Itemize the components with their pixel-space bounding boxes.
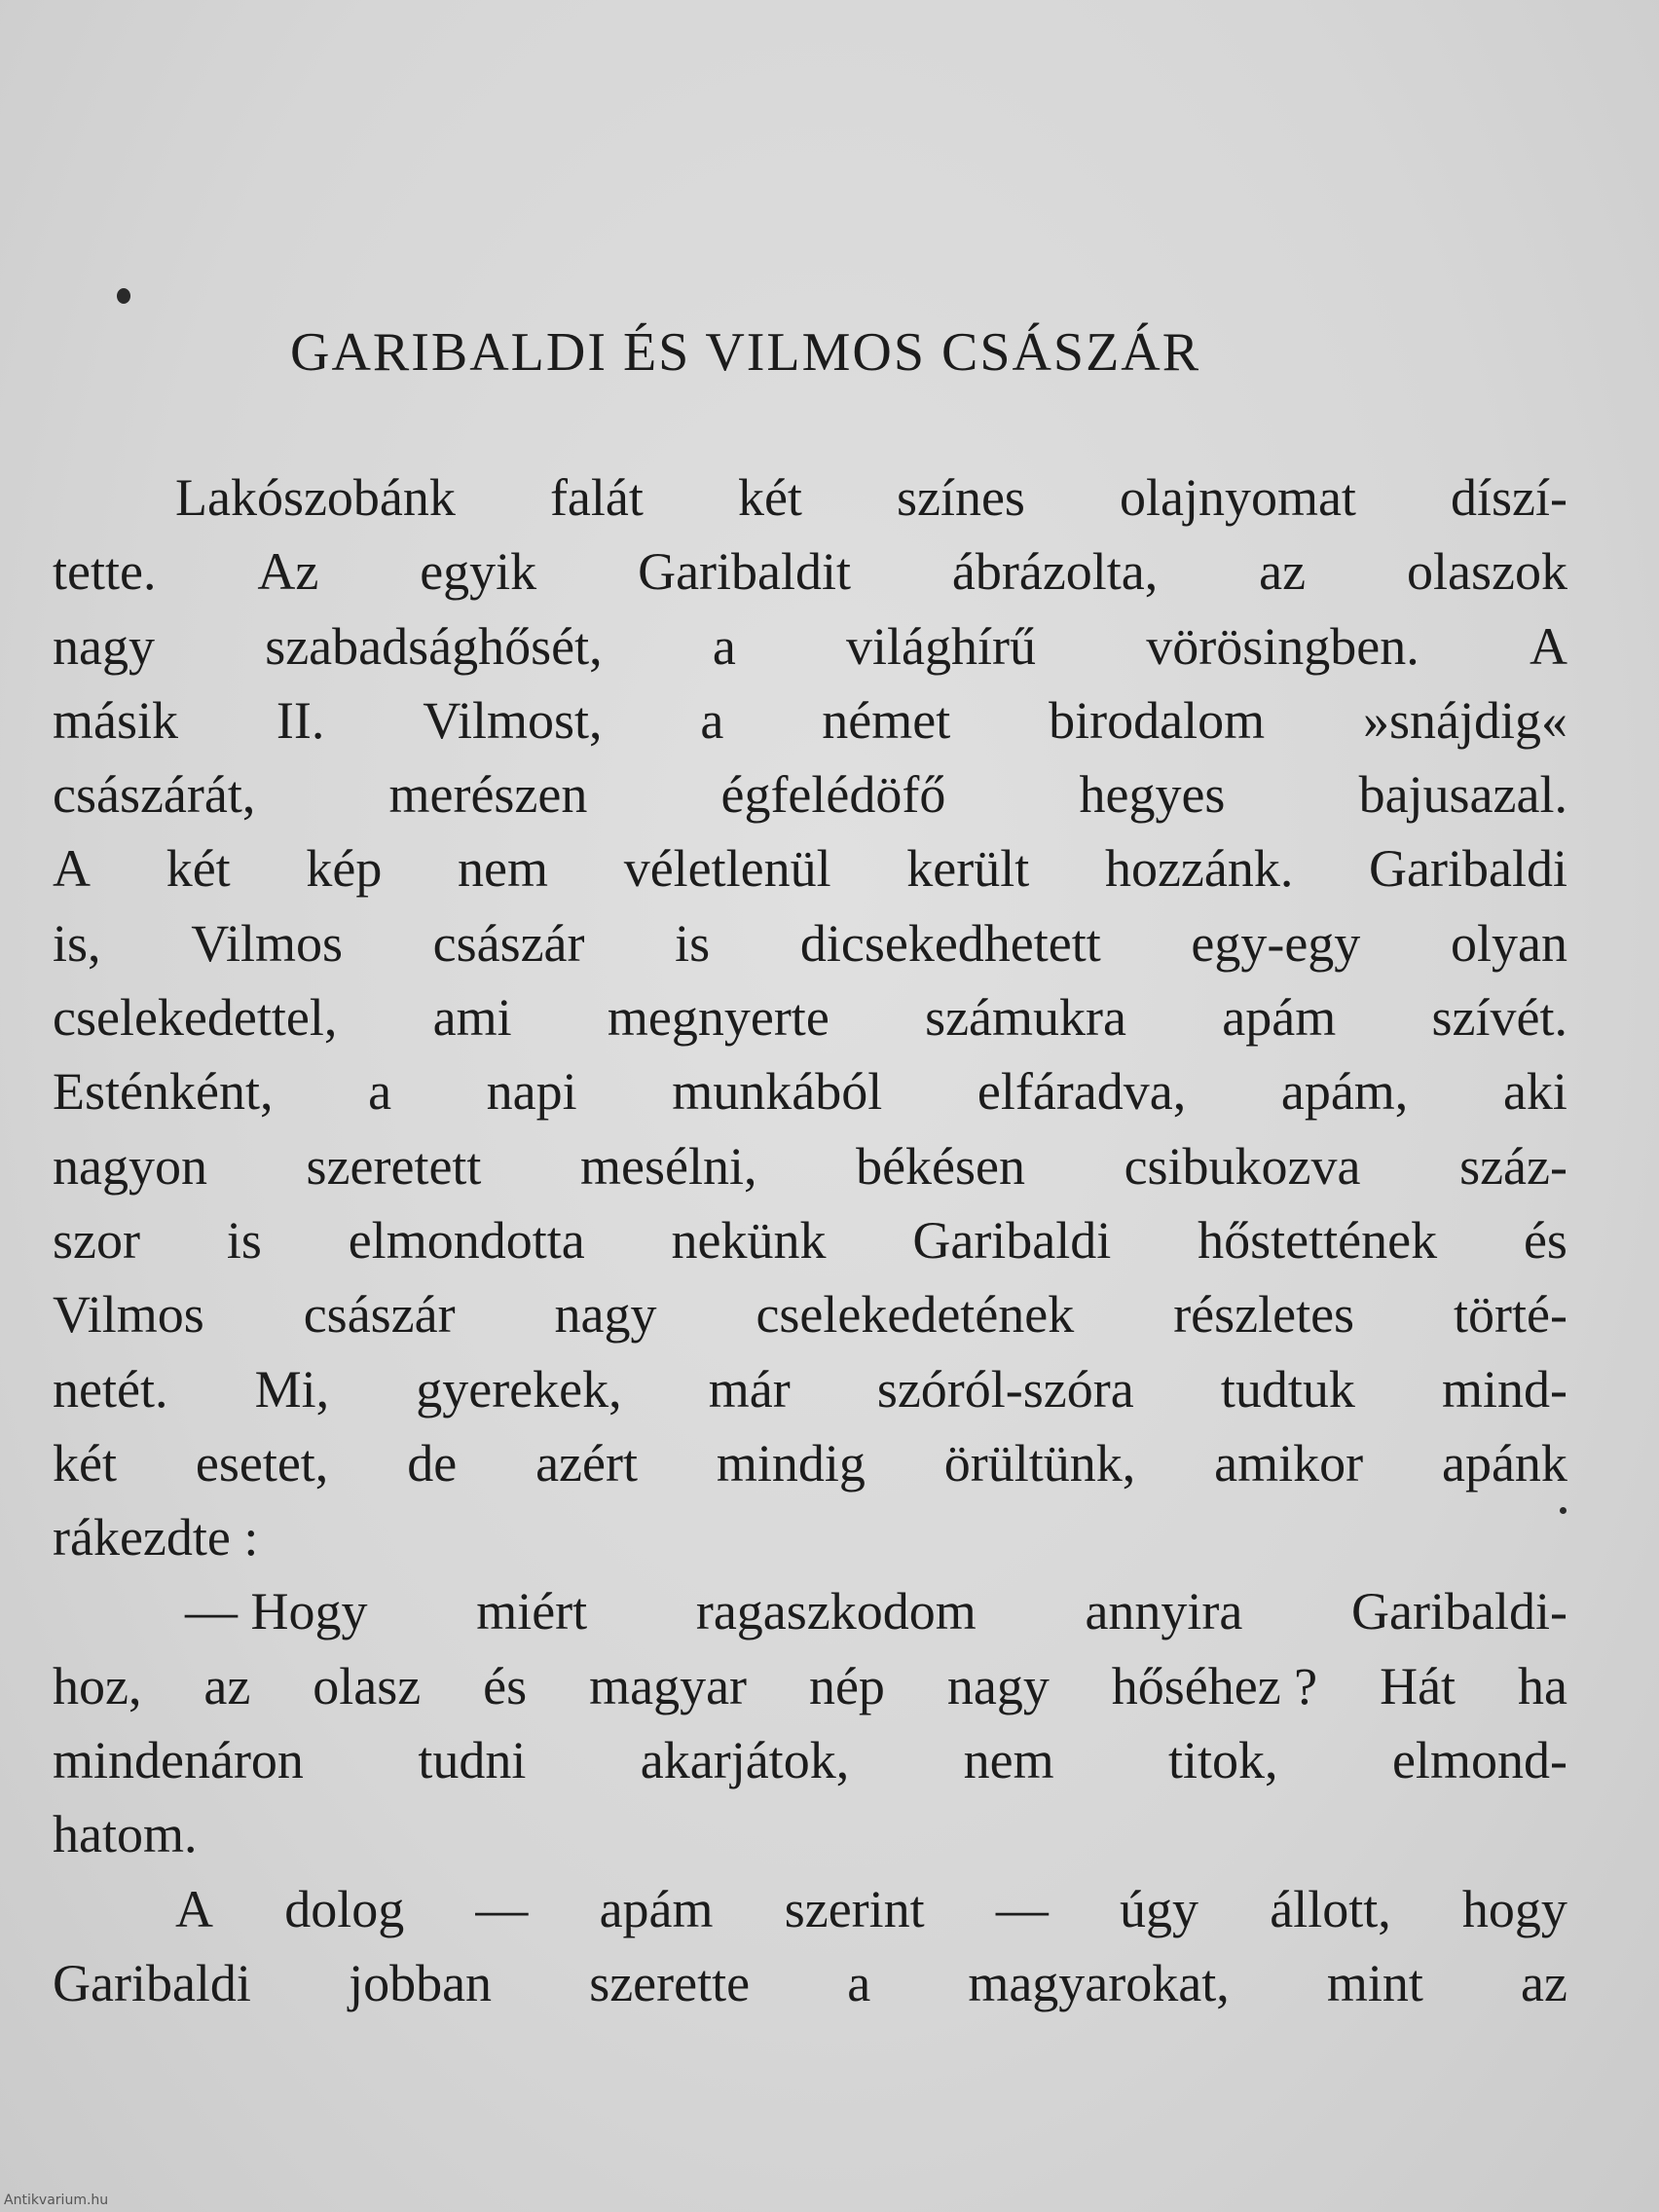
text-line xyxy=(53,1797,1567,1871)
word: állott, xyxy=(1270,1879,1391,1938)
word: annyira xyxy=(1085,1582,1243,1641)
word: — xyxy=(475,1879,529,1938)
word: dolog xyxy=(284,1879,405,1938)
word: az xyxy=(1259,542,1307,602)
word: vörösingben. xyxy=(1146,616,1419,676)
text-line xyxy=(53,1352,1567,1426)
word: császár xyxy=(303,1285,456,1345)
word: kép xyxy=(306,839,383,899)
word: hegyes xyxy=(1079,765,1226,825)
word: egy-egy xyxy=(1191,913,1361,973)
word: száz- xyxy=(1459,1136,1567,1196)
word: békésen xyxy=(856,1136,1025,1196)
word: de xyxy=(407,1433,458,1493)
word: a xyxy=(368,1062,392,1122)
word: nagy xyxy=(946,1656,1050,1715)
word: is, xyxy=(53,913,101,973)
word: az xyxy=(203,1656,251,1715)
text-line xyxy=(53,609,1567,683)
word: került xyxy=(906,839,1030,899)
word: a xyxy=(847,1953,871,2012)
text-line xyxy=(53,1946,1567,2020)
word: tette. xyxy=(53,542,157,602)
word: magyarokat, xyxy=(968,1953,1230,2012)
word: másik xyxy=(53,690,178,750)
body-text xyxy=(53,461,1567,2020)
text-line xyxy=(53,757,1567,831)
word: ragaszkodom xyxy=(695,1582,977,1641)
text-line xyxy=(53,906,1567,980)
word: véletlenül xyxy=(623,839,831,899)
word: nagyon xyxy=(53,1136,207,1196)
word: II. xyxy=(276,690,325,750)
word: Vilmos xyxy=(53,1285,204,1345)
word: színes xyxy=(896,468,1025,527)
word: Esténként, xyxy=(53,1062,274,1122)
text-line xyxy=(53,535,1567,608)
text-line xyxy=(53,1203,1567,1277)
word: számukra xyxy=(925,988,1126,1048)
word: falát xyxy=(549,468,644,527)
word: Garibaldi xyxy=(1369,839,1567,899)
text-line xyxy=(53,461,1567,535)
word: mindig xyxy=(716,1433,866,1493)
word: örültünk, xyxy=(943,1433,1136,1493)
ink-speck xyxy=(117,288,130,304)
word: a xyxy=(712,616,736,676)
word: szerette xyxy=(589,1953,751,2012)
word: szabadsághősét, xyxy=(265,616,603,676)
text-line xyxy=(53,1574,1567,1648)
text-line xyxy=(53,1872,1567,1946)
word: A xyxy=(1529,616,1567,676)
text-line xyxy=(53,1129,1567,1203)
word: apám xyxy=(1222,988,1337,1048)
word: császárát, xyxy=(53,765,256,825)
word: díszí- xyxy=(1450,468,1567,527)
word: szor xyxy=(53,1210,140,1270)
word: szóról-szóra xyxy=(876,1359,1134,1419)
word: A xyxy=(175,1879,213,1938)
chapter-title: GARIBALDI ÉS VILMOS CSÁSZÁR xyxy=(290,322,1201,383)
word: Garibaldi xyxy=(53,1953,251,2012)
word: két xyxy=(166,839,231,899)
word: mesélni, xyxy=(580,1136,757,1196)
word: mind- xyxy=(1441,1359,1567,1419)
word: hoz, xyxy=(53,1656,142,1715)
word: hőséhez ? xyxy=(1111,1656,1318,1715)
word: »snájdig« xyxy=(1362,690,1567,750)
word: megnyerte xyxy=(607,988,830,1048)
word: ha xyxy=(1518,1656,1567,1715)
word: a xyxy=(700,690,724,750)
word: netét. xyxy=(53,1359,168,1419)
word: rákezdte : xyxy=(53,1508,259,1567)
word: ábrázolta, xyxy=(951,542,1159,602)
word: magyar xyxy=(589,1656,748,1715)
text-line xyxy=(53,683,1567,757)
word: úgy xyxy=(1120,1879,1199,1938)
word: apám, xyxy=(1280,1062,1409,1122)
text-line xyxy=(53,1426,1567,1500)
word: miért xyxy=(476,1582,588,1641)
word: Hát xyxy=(1380,1656,1456,1715)
word: bajusazal. xyxy=(1358,765,1567,825)
word: is xyxy=(226,1210,262,1270)
word: ami xyxy=(432,988,512,1048)
word: olaszok xyxy=(1406,542,1567,602)
word: nép xyxy=(808,1656,885,1715)
word: aki xyxy=(1502,1062,1567,1122)
word: két xyxy=(53,1433,117,1493)
text-line xyxy=(53,1649,1567,1723)
word: jobban xyxy=(349,1953,493,2012)
word: olasz xyxy=(313,1656,422,1715)
word: tudtuk xyxy=(1220,1359,1355,1419)
word: nagy xyxy=(53,616,155,676)
text-line xyxy=(53,1054,1567,1128)
word: napi xyxy=(486,1062,577,1122)
word: apánk xyxy=(1442,1433,1567,1493)
word: Az xyxy=(257,542,319,602)
word: munkából xyxy=(672,1062,883,1122)
word: elfáradva, xyxy=(977,1062,1187,1122)
word: Vilmost, xyxy=(423,690,603,750)
word: hogy xyxy=(1461,1879,1567,1938)
word: olajnyomat xyxy=(1119,468,1356,527)
word: esetet, xyxy=(195,1433,329,1493)
word: titok, xyxy=(1168,1731,1278,1790)
word: Garibaldi- xyxy=(1351,1582,1567,1641)
word: világhírű xyxy=(846,616,1036,676)
word: hozzánk. xyxy=(1104,839,1294,899)
text-line xyxy=(53,1500,1567,1574)
word: akarjátok, xyxy=(640,1731,850,1790)
word: Garibaldit xyxy=(638,542,852,602)
word: nagy xyxy=(554,1285,657,1345)
word: már xyxy=(708,1359,791,1419)
word: egyik xyxy=(420,542,537,602)
word: amikor xyxy=(1214,1433,1364,1493)
word: dicsekedhetett xyxy=(799,913,1101,973)
word: — xyxy=(995,1879,1049,1938)
word: olyan xyxy=(1450,913,1567,973)
word: Mi, xyxy=(254,1359,330,1419)
word: német xyxy=(822,690,951,750)
word: Lakószobánk xyxy=(175,468,456,527)
word: szerint xyxy=(784,1879,925,1938)
word: cselekedetének xyxy=(756,1285,1075,1345)
word: részletes xyxy=(1173,1285,1355,1345)
word: mint xyxy=(1326,1953,1423,2012)
word: törté- xyxy=(1454,1285,1567,1345)
text-line xyxy=(53,1723,1567,1797)
word: apám xyxy=(599,1879,714,1938)
word: — Hogy xyxy=(185,1582,368,1641)
word: hatom. xyxy=(53,1805,198,1864)
word: gyerekek, xyxy=(416,1359,622,1419)
word: A xyxy=(53,839,91,899)
watermark: Antikvarium.hu xyxy=(4,2193,109,2208)
word: Garibaldi xyxy=(912,1210,1112,1270)
word: nem xyxy=(458,839,548,899)
word: elmond- xyxy=(1391,1731,1567,1790)
text-line xyxy=(53,980,1567,1054)
word: cselekedettel, xyxy=(53,988,338,1048)
word: szívét. xyxy=(1431,988,1567,1048)
word: merészen xyxy=(388,765,588,825)
word: nem xyxy=(963,1731,1054,1790)
word: mindenáron xyxy=(53,1731,304,1790)
word: égfelédöfő xyxy=(720,765,946,825)
word: csibukozva xyxy=(1124,1136,1361,1196)
text-line xyxy=(53,1277,1567,1351)
word: birodalom xyxy=(1049,690,1266,750)
word: hőstettének xyxy=(1198,1210,1438,1270)
word: Vilmos xyxy=(191,913,343,973)
word: császár xyxy=(432,913,585,973)
word: szeretett xyxy=(306,1136,482,1196)
word: két xyxy=(737,468,802,527)
word: azért xyxy=(535,1433,638,1493)
word: és xyxy=(483,1656,528,1715)
word: nekünk xyxy=(671,1210,827,1270)
text-line xyxy=(53,831,1567,905)
word: tudni xyxy=(418,1731,527,1790)
word: is xyxy=(675,913,711,973)
word: az xyxy=(1521,1953,1567,2012)
word: elmondotta xyxy=(348,1210,585,1270)
word: és xyxy=(1523,1210,1567,1270)
